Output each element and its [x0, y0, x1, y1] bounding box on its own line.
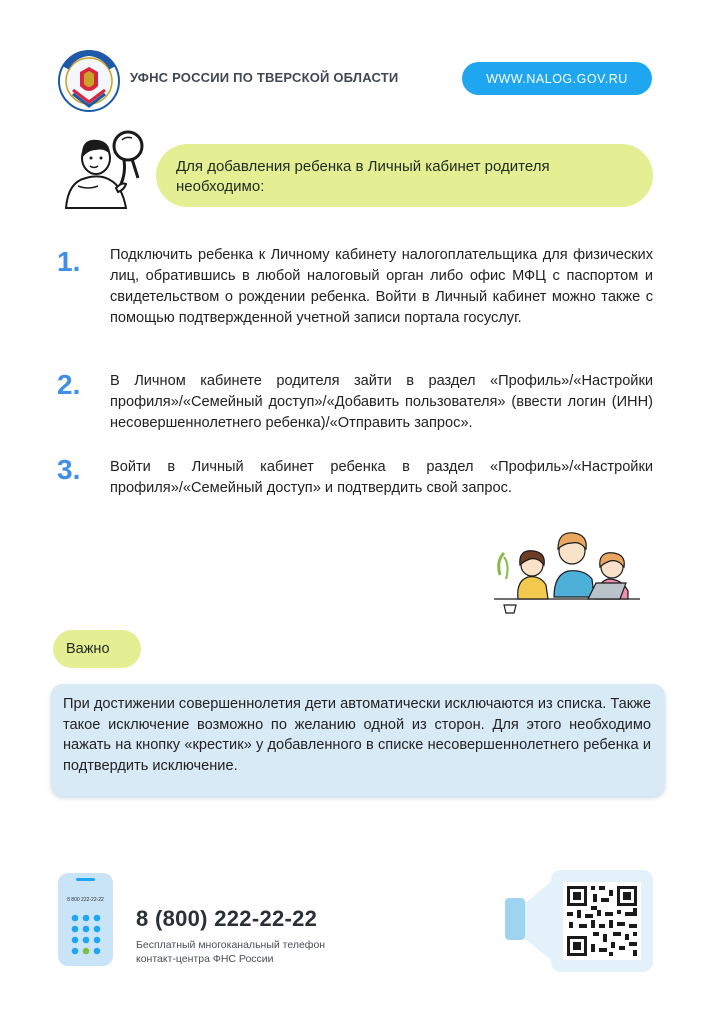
step-text: В Личном кабинете родителя зайти в раздел «Профиль»/«Настройки профиля»/«Семейный доступ»/«Добавить пользователя» (ввести логин (ИНН) несовершеннолетнего ребенка)/«Отправить запрос». — [110, 373, 653, 431]
hotline-description-line: контакт-центра ФНС России — [136, 953, 274, 965]
step-text: Подключить ребенка к Личному кабинету налогоплательщика для физических лиц, обратившись в любой налоговый орган либо офис МФЦ с паспортом и свидетельством о рождении ребенка. Войти в Личный кабинет можно также с помощью подтвержденной учетной записи портала госуслуг. — [110, 247, 653, 326]
organization-name: УФНС РОССИИ ПО ТВЕРСКОЙ ОБЛАСТИ — [130, 70, 399, 85]
step-text: Войти в Личный кабинет ребенка в раздел «Профиль»/«Настройки профиля»/«Семейный доступ» и подтвердить свой запрос. — [110, 459, 653, 496]
website-link-button[interactable]: WWW.NALOG.GOV.RU — [462, 62, 652, 95]
hotline-number[interactable]: 8 (800) 222-22-22 — [136, 906, 318, 931]
fns-emblem-icon — [58, 50, 120, 112]
magnifier-person-icon — [60, 128, 150, 210]
step-number: 1. — [57, 246, 81, 277]
step-number: 2. — [57, 369, 81, 400]
phone-keypad-icon — [58, 873, 113, 966]
important-label: Важно — [53, 630, 141, 668]
hotline-description-line: Бесплатный многоканальный телефон — [136, 939, 326, 951]
important-note: При достижении совершеннолетия дети автоматически исключаются из списка. Также такое исключение возможно по желанию одной из сторон. Для этого необходимо нажать на кнопку «крестик» у добавленного в списке несовершеннолетнего ребенка и подтвердить исключение. — [51, 684, 665, 796]
qr-code-icon[interactable] — [505, 868, 655, 974]
hotline-description — [136, 938, 325, 966]
family-laptop-icon — [492, 517, 642, 617]
step-number: 3. — [57, 454, 81, 485]
intro-callout: Для добавления ребенка в Личный кабинет родителя необходимо: — [156, 144, 653, 207]
phone-screen-number: 8 800 222-22-22 — [67, 897, 104, 903]
